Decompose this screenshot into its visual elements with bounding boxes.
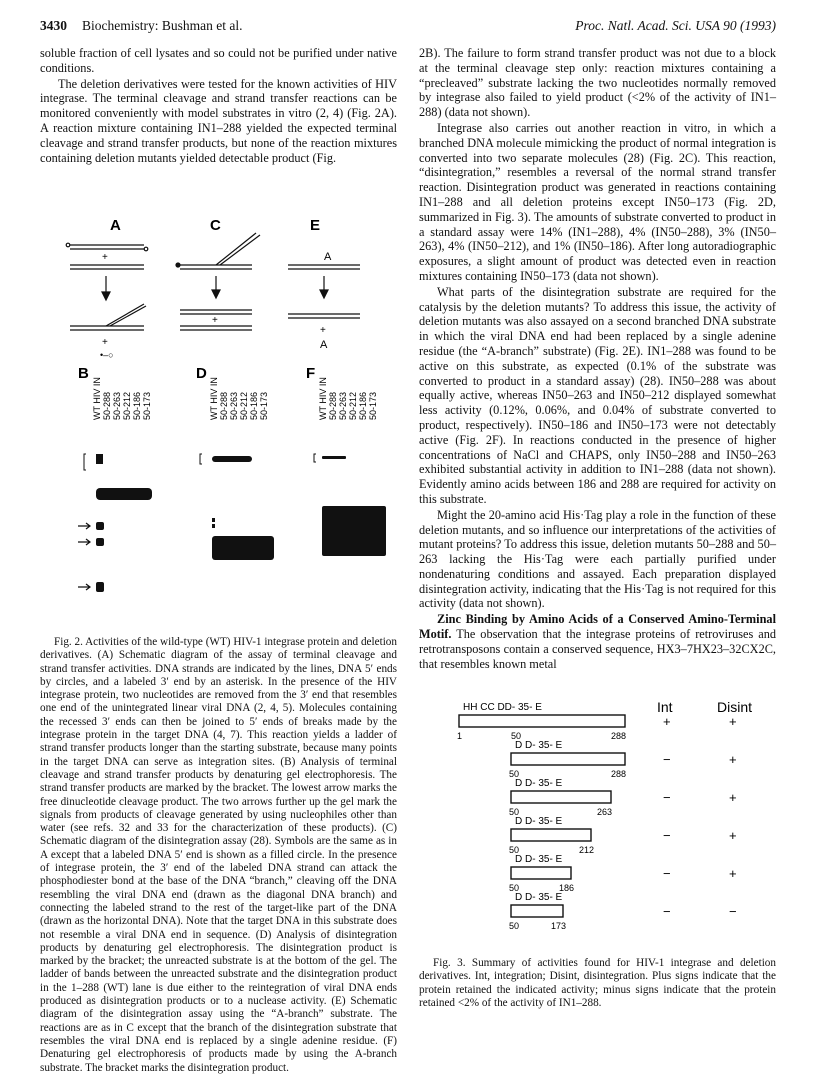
running-head-left: Biochemistry: Bushman et al. (82, 18, 243, 33)
branch-label: A (324, 251, 332, 263)
lane-label: 50-186 (132, 391, 142, 420)
figure-2-graphic (40, 218, 397, 628)
lane-label: 50-173 (368, 391, 378, 420)
paragraph-section (419, 612, 776, 671)
gel-band (96, 522, 104, 530)
residue-end: 288 (611, 731, 627, 741)
lane-label: 50-263 (338, 391, 348, 420)
residue-start: 50 (509, 769, 520, 779)
residue-start: 50 (509, 807, 520, 817)
lane-label: 50-212 (348, 391, 358, 420)
residue-start: 1 (457, 731, 463, 741)
column-header-int: Int (657, 699, 673, 715)
int-result: − (663, 866, 671, 881)
bracket (84, 454, 86, 470)
protein-bar (511, 867, 571, 879)
bracket (200, 454, 202, 464)
arrow-icon (78, 584, 90, 590)
branch-label: A (320, 339, 328, 351)
paragraph: soluble fraction of cell lysates and so could not be purified under native conditions. (40, 46, 397, 75)
gel-f (314, 454, 386, 556)
lane-label: 50-263 (229, 391, 239, 420)
int-result: − (663, 904, 671, 919)
disint-result: + (729, 714, 737, 729)
residue-end: 173 (551, 921, 567, 931)
figure-2 (40, 218, 397, 628)
paragraph: Integrase also carries out another reaction in vitro, in which a branched DNA molecule mimicking the product of normal integration is converted into two separate molecules (28) (Fig. 2C). This reaction, “disintegration,” resembles a reversal of the normal strand transfer reaction. Disintegration product was generated in reactions containing IN1–288 and all deletion proteins except IN50–173 (Fig. 2D, summarized in Fig. 3). The amounts of substrate converted to product in a standard assay were 14% (IN1–288), 4% (IN50–288), 3% (IN50–263), 4% (IN50–212), and 1% (IN50–186). After long autoradiographic exposures, a slight amount of product was detected even in reaction mixtures containing IN50–173 (data not shown). (419, 120, 776, 283)
motif-label: D D- 35- E (515, 816, 563, 827)
lane-label: 50-173 (142, 391, 152, 420)
gel-band (212, 536, 274, 560)
plus-sign: + (102, 252, 108, 263)
panel-label-b: B (78, 365, 89, 382)
motif-label: D D- 35- E (515, 778, 563, 789)
int-result: − (663, 790, 671, 805)
gel-band (212, 518, 215, 522)
left-column (40, 46, 397, 165)
panel-label-c: C (210, 218, 221, 234)
residue-end: 288 (611, 769, 627, 779)
panel-label-a: A (110, 218, 121, 234)
gel-band (322, 456, 346, 459)
lane-label: 50-173 (259, 391, 269, 420)
int-result: − (663, 828, 671, 843)
motif-label: HH CC DD- 35- E (463, 702, 542, 713)
page-header (40, 18, 776, 40)
protein-bar (511, 829, 591, 841)
schematic-e (288, 265, 360, 318)
column-header-disint: Disint (717, 699, 753, 715)
paragraph: 2B). The failure to form strand transfer product was not due to a block at the terminal cleavage step only: reaction mixtures containing a “precleaved” substrate lacking the two nucleotides normally removed by integrase also failed to yield product (<2% of the activity of IN1–288) (data not shown). (419, 46, 776, 120)
lane-label: 50-288 (102, 391, 112, 420)
lane-label: WT HIV IN (92, 377, 102, 420)
panel-label-d: D (196, 365, 207, 382)
paragraph: The deletion derivatives were tested for the known activities of HIV integrase. The terminal cleavage and strand transfer reactions can be monitored conveniently with model substrates in vitro (2, 4) (Fig. 2A). A reaction mixture containing IN1–288 yielded the expected terminal cleavage and strand transfer products, but none of the reaction mixtures containing deletion mutants yielded detectable product (Fig. (40, 76, 397, 165)
gel-band (96, 538, 104, 546)
section-text: The observation that the integrase proteins of retroviruses and retrotransposons contain a conserved sequence, HX3–7HX23–32CX2C, that resembles known metal (419, 627, 776, 671)
figure-3-graphic (419, 698, 776, 953)
protein-bar (511, 791, 611, 803)
disint-result: + (729, 752, 737, 767)
motif-label: D D- 35- E (515, 740, 563, 751)
lane-label: WT HIV IN (318, 377, 328, 420)
figure-3-caption (419, 957, 776, 1010)
page-number: 3430 (40, 18, 67, 33)
schematic-c (176, 233, 260, 330)
lane-label: WT HIV IN (209, 377, 219, 420)
lane-label: 50-212 (122, 391, 132, 420)
gel-d (200, 454, 274, 560)
disint-result: − (729, 904, 737, 919)
caption-text: Fig. 2. Activities of the wild-type (WT) HIV-1 integrase protein and deletion derivatives. (A) Schematic diagram of the assay of terminal cleavage and strand transfer activities. DNA strands are indicated by the lines, DNA 5′ ends by circles, and a labeled 3′ end by an asterisk. In the presence of the HIV integrase protein, two nucleotides are removed from the 3′ end that resembles one end of the unintegrated linear viral DNA (2, 4, 5). Molecules containing the recessed 3′ ends can then be joined to 5′ ends of breaks made by the integrase protein in the target DNA (4, 7). This reaction yields a ladder of strand transfer products longer than the starting substrate, because many points in the target DNA can serve as integration sites. (B) Analysis of terminal cleavage and strand transfer products by denaturing gel electrophoresis. The strand transfer products are marked by the bracket. The lowest arrow marks the free dinucleotide cleavage product. The two arrows further up the gel mark the signals from products of cleavage generated by using nucleophiles other than water (see refs. 32 and 33 for the characterization of these products). (C) Schematic diagram of the disintegration assay (28). Symbols are the same as in A except that a labeled DNA 5′ end is shown as a filled circle. In the presence of integrase protein, the 3′ end of the labeled DNA strand can attack the phosphodiester bond at the base of the DNA “branch,” cleaving off the DNA resembling the viral DNA end (drawn as the diagonal DNA branch) and connecting the labeled strand to the rest of the target-like part of the DNA (drawn as the horizontal DNA). Note that the target DNA in this substrate does not resemble a viral DNA end in sequence. (D) Analysis of disintegration products by denaturing gel electrophoresis. The disintegration product is marked by the bracket; the unreacted substrate is at the bottom of the gel. The ladder of bands between the unreacted substrate and the disintegration product in the 1–288 (WT) lane is due either to the reintegration of viral DNA ends produced as disintegration products or to a nuclease activity. (E) Schematic diagram of the disintegration assay using the “A-branch” substrate. The reactions are as in C except that the branch of the disintegration substrate that resembles the viral DNA end is replaced by a single adenine residue. (F) Denaturing gel electrophoresis of products made by using the A-branch substrate. The bracket marks the disintegration product. (40, 636, 397, 1074)
figure-2-caption (40, 636, 397, 1075)
residue-end: 212 (579, 845, 595, 855)
lane-label: 50-186 (358, 391, 368, 420)
residue-start: 50 (509, 845, 520, 855)
lane-labels-d (209, 377, 269, 420)
disint-result: + (729, 828, 737, 843)
plus-sign: + (102, 337, 108, 348)
residue-start: 50 (509, 921, 520, 931)
dinucleotide-symbol: •–○ (100, 350, 114, 360)
residue-end: 186 (559, 883, 575, 893)
int-result: + (663, 714, 671, 729)
paragraph: What parts of the disintegration substrate are required for the catalysis by the deletion mutants? To address this issue, the activity of deletion mutants was also assayed on a second branched DNA substrate in which the viral DNA end had been replaced by a single adenine residue (the “A-branch” substrate) (Fig. 2E). IN1–288 was found to be active on this substrate, as expected (0.1% of the substrate was converted to product in a standard assay) (28). IN50–288 was about equally active, whereas IN50–263 and IN50–212 displayed somewhat less activity (0.12%, 0.06%, and 0.04% of substrate converted to product, respectively). IN50–186 and IN50–173 were not detectably active (Fig. 2F). In reactions conducted in the presence of higher concentrations of NaCl and CHAPS, only IN50–288 and IN50–263 exhibited substantial activity in addition to IN1–288 (data not shown). Evidently amino acids between 186 and 288 are required for activity on this substrate. (419, 284, 776, 506)
arrow-icon (78, 539, 90, 545)
disint-result: + (729, 790, 737, 805)
figure-3 (419, 698, 776, 953)
gel-band (322, 506, 386, 556)
gel-band (96, 488, 152, 500)
arrow-icon (78, 523, 90, 529)
gel-band (212, 524, 215, 528)
residue-start: 50 (509, 883, 520, 893)
bracket (314, 454, 316, 462)
paragraph: Might the 20-amino acid His·Tag play a role in the function of these deletion mutants, and so influence our interpretations of the activities of mutant proteins? To address this issue, deletion mutants 50–288 and 50–263 lacking the His·Tag were each partially purified under nondenaturing conditions and assayed. Each preparation displayed disintegration activity, indicating that the His·Tag is not required for this activity (data not shown). (419, 507, 776, 611)
motif-label: D D- 35- E (515, 854, 563, 865)
protein-bar (511, 905, 563, 917)
right-column (419, 46, 776, 671)
gel-band (212, 456, 252, 462)
lane-labels-f (318, 377, 378, 420)
caption-text: Fig. 3. Summary of activities found for HIV-1 integrase and deletion derivatives. Int, integration; Disint, disintegration. Plus signs indicate that the protein retained the indicated activity; minus signs indicate that the protein retained <2% of the activity of IN1–288. (419, 957, 776, 1009)
gel-band (96, 454, 103, 464)
lane-label: 50-288 (328, 391, 338, 420)
gel-band (96, 582, 104, 592)
residue-end: 263 (597, 807, 613, 817)
plus-sign: + (320, 325, 326, 336)
panel-label-e: E (310, 218, 321, 234)
motif-label: D D- 35- E (515, 892, 563, 903)
int-result: − (663, 752, 671, 767)
lane-label: 50-186 (249, 391, 259, 420)
protein-bar (459, 715, 625, 727)
protein-bar (511, 753, 625, 765)
lane-label: 50-263 (112, 391, 122, 420)
gel-b (78, 454, 152, 592)
residue-mid: 50 (511, 731, 522, 741)
plus-sign: + (212, 315, 218, 326)
running-head-right: Proc. Natl. Acad. Sci. USA 90 (1993) (575, 18, 776, 33)
lane-label: 50-288 (219, 391, 229, 420)
panel-label-f: F (306, 365, 316, 382)
section-heading: Zinc Binding by Amino Acids of a Conserved Amino-Terminal Motif. (419, 612, 776, 642)
lane-label: 50-212 (239, 391, 249, 420)
lane-labels-b (92, 377, 152, 420)
disint-result: + (729, 866, 737, 881)
